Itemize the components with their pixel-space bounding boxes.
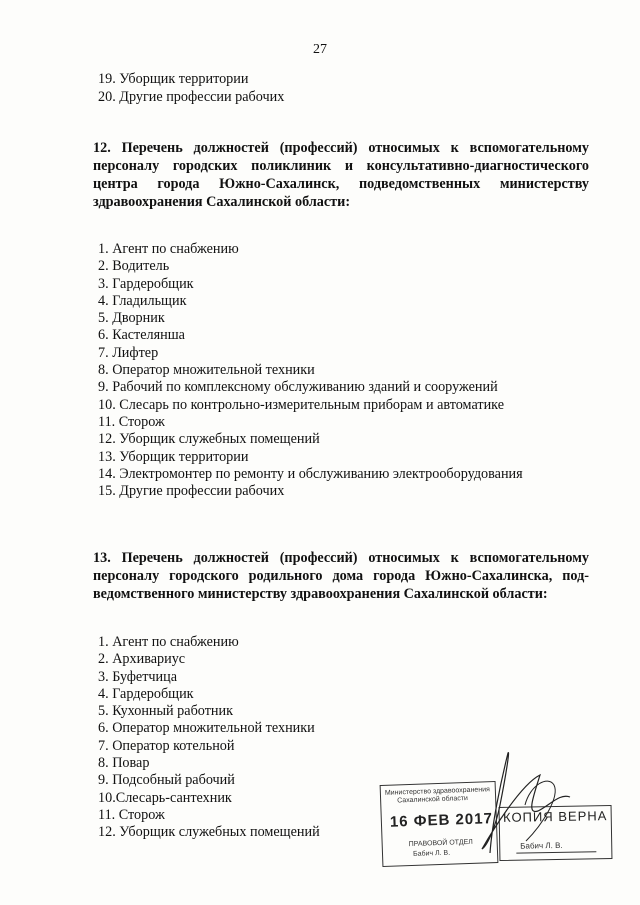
- stamp-name: Бабич Л. В.: [412, 849, 451, 858]
- list-item: 7. Оператор котельной: [98, 737, 235, 754]
- heading-line: здравоохранения Сахалинской области:: [93, 194, 351, 210]
- stamp-date: 16 ФЕВ 2017: [389, 810, 494, 831]
- heading-line: 12. Перечень должностей (профессий) относимых к вспомогательному: [93, 140, 589, 156]
- list-item: 1. Агент по снабжению: [98, 634, 239, 650]
- list-item: 6. Оператор множительной техники: [98, 720, 315, 737]
- list-item: 15. Другие профессии рабочих: [98, 483, 285, 500]
- heading-line: персоналу городского родильного дома города Южно-Сахалинска, под-: [93, 568, 589, 584]
- list-item: 9. Подсобный рабочий: [98, 772, 235, 789]
- stamp-region-line: Сахалинской области: [397, 794, 469, 805]
- page-number: 27: [313, 42, 327, 57]
- handwritten-signature: [430, 745, 580, 860]
- list-item: 6. Кастелянша: [98, 327, 185, 344]
- heading-line: персоналу городских поликлиник и консультативно-диагностического: [93, 158, 589, 174]
- stamp-ministry-line: Министерство здравоохранения: [384, 786, 490, 797]
- section-13-list: [98, 634, 320, 842]
- list-item: 2. Водитель: [98, 258, 170, 275]
- list-item: 12. Уборщик служебных помещений: [98, 431, 320, 448]
- section-12-list: [98, 241, 523, 500]
- list-item: 5. Кухонный работник: [98, 703, 233, 720]
- list-item: 10. Слесарь по контрольно-измерительным приборам и автоматике: [98, 396, 504, 413]
- list-item: 7. Лифтер: [98, 344, 159, 361]
- section-13-heading: [93, 549, 589, 603]
- list-item: 4. Гладильщик: [98, 292, 187, 309]
- section-12-heading: [93, 139, 589, 211]
- heading-line: центра города Южно-Сахалинск, подведомственных министерству: [93, 176, 589, 192]
- stamp-department: ПРАВОВОЙ ОТДЕЛ: [408, 838, 473, 849]
- list-item: 13. Уборщик территории: [98, 448, 249, 465]
- list-item: 8. Повар: [98, 755, 150, 772]
- heading-line: ведомственного министерству здравоохранения Сахалинской области:: [93, 586, 548, 602]
- list-item: 1. Агент по снабжению: [98, 241, 239, 257]
- heading-line: 13. Перечень должностей (профессий) относимых к вспомогательному: [93, 550, 589, 566]
- list-item: 11. Сторож: [98, 413, 165, 430]
- list-item: 3. Буфетчица: [98, 668, 178, 685]
- copy-label: КОПИЯ ВЕРНА: [502, 808, 608, 825]
- list-item: 5. Дворник: [98, 310, 165, 327]
- list-item: 12. Уборщик служебных помещений: [98, 824, 320, 841]
- copy-stamp-name: Бабич Л. В.: [520, 840, 563, 851]
- list-item: 11. Сторож: [98, 806, 165, 823]
- list-item: 4. Гардеробщик: [98, 685, 194, 702]
- list-item: 14. Электромонтер по ремонту и обслуживанию электрооборудования: [98, 465, 523, 482]
- list-item: 8. Оператор множительной техники: [98, 362, 315, 379]
- list-item: 9. Рабочий по комплексному обслуживанию зданий и сооружений: [98, 379, 498, 396]
- list-item: 19. Уборщик территории: [98, 71, 249, 87]
- list-item: 10.Слесарь-сантехник: [98, 789, 232, 806]
- list-item: 3. Гардеробщик: [98, 275, 194, 292]
- list-item: 20. Другие профессии рабочих: [98, 89, 285, 105]
- list-item: 2. Архивариус: [98, 651, 186, 668]
